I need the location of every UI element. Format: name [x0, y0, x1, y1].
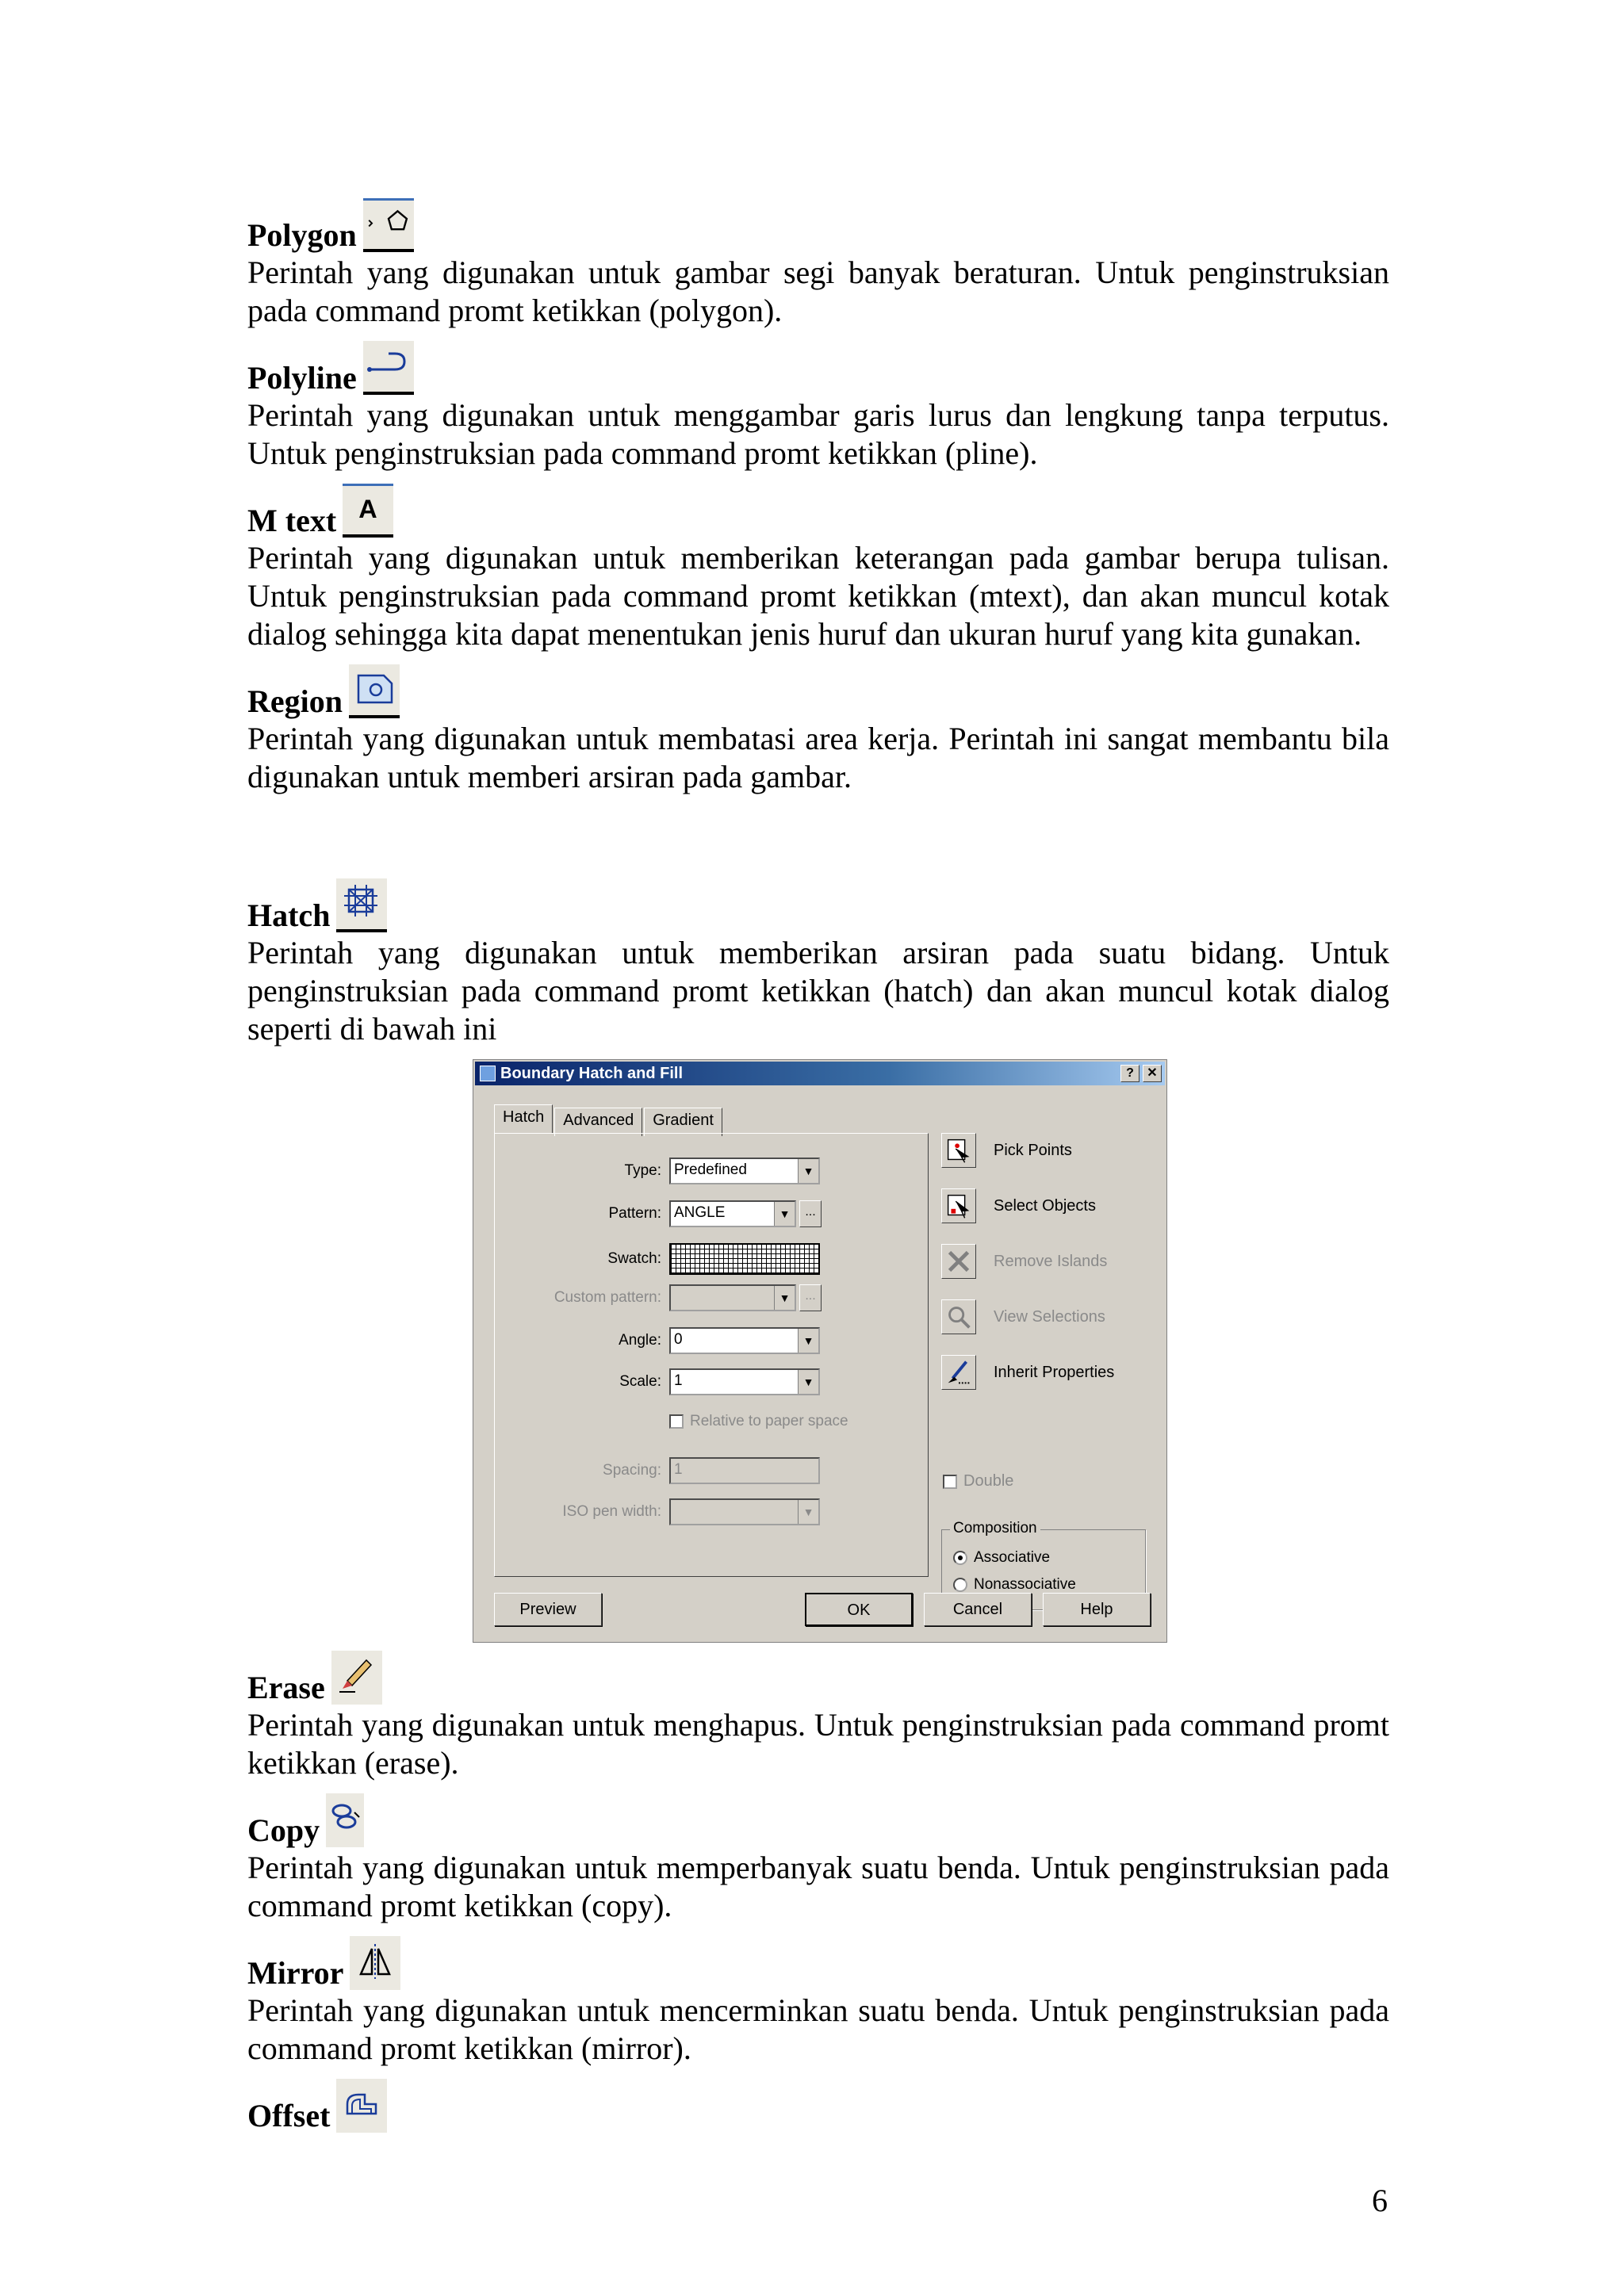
custom-browse-button[interactable]: ...	[799, 1284, 822, 1311]
dialog-titlebar	[475, 1062, 1165, 1085]
nonassociative-option[interactable]	[953, 1576, 1076, 1594]
polygon-icon	[363, 198, 414, 252]
erase-description: Perintah yang digunakan untuk menghapus. Untuk penginstruksian pada command promt ketikkan (erase).	[247, 1707, 1389, 1781]
boundary-hatch-dialog	[473, 1059, 1167, 1643]
composition-legend: Composition	[950, 1520, 1040, 1537]
chevron-down-icon: ▼	[774, 1202, 795, 1226]
hatch-title: Hatch	[247, 897, 331, 933]
ok-button[interactable]: OK	[805, 1593, 913, 1626]
angle-row	[495, 1327, 820, 1354]
relative-label: Relative to paper space	[690, 1413, 848, 1429]
angle-select[interactable]	[669, 1327, 820, 1354]
pattern-label: Pattern:	[608, 1205, 661, 1222]
chevron-down-icon: ▼	[798, 1159, 818, 1183]
chevron-down-icon: ▼	[798, 1500, 818, 1524]
mtext-title: M text	[247, 503, 337, 538]
copy-description: Perintah yang digunakan untuk memperbanyak suatu benda. Untuk penginstruksian pada command promt ketikkan (copy).	[247, 1850, 1389, 1923]
type-label: Type:	[624, 1162, 661, 1179]
pick-points-icon	[941, 1133, 976, 1168]
spacing-input[interactable]	[669, 1457, 820, 1484]
polyline-icon	[363, 341, 414, 395]
pattern-select[interactable]	[669, 1200, 796, 1227]
iso-pen-select[interactable]	[669, 1498, 820, 1525]
type-value: Predefined	[674, 1161, 747, 1178]
mtext-icon	[343, 484, 393, 538]
dialog-screenshot	[473, 1059, 1167, 1643]
tab-advanced[interactable]: Advanced	[554, 1108, 642, 1136]
brush-icon	[941, 1355, 976, 1390]
mirror-heading	[247, 1936, 1389, 1992]
mirror-icon	[350, 1936, 400, 1990]
mtext-description: Perintah yang digunakan untuk memberikan keterangan pada gambar berupa tulisan. Untuk penginstruksian pada command promt ketikkan (mtext), dan akan muncul kotak dialog sehingga kita dapat menentukan jenis huruf dan ukuran huruf yang kita gunakan.	[247, 540, 1389, 652]
erase-icon	[331, 1651, 382, 1705]
copy-title: Copy	[247, 1812, 320, 1848]
inherit-properties-button[interactable]	[941, 1355, 1114, 1390]
custom-pattern-select[interactable]	[669, 1284, 796, 1311]
chevron-down-icon: ▼	[798, 1370, 818, 1394]
copy-icon	[326, 1793, 364, 1847]
section-gap	[247, 807, 1389, 878]
chevron-down-icon: ▼	[798, 1329, 818, 1353]
double-label: Double	[963, 1472, 1014, 1490]
relative-checkbox[interactable]	[669, 1414, 684, 1429]
double-row	[943, 1472, 1013, 1490]
tab-hatch[interactable]: Hatch	[494, 1104, 553, 1133]
magnifier-icon	[941, 1299, 976, 1334]
mirror-title: Mirror	[247, 1955, 344, 1991]
region-icon	[349, 664, 400, 718]
spacing-row	[495, 1457, 820, 1484]
hatch-description: Perintah yang digunakan untuk memberikan arsiran pada suatu bidang. Untuk penginstruksian pada command promt ketikkan (hatch) dan akan muncul kotak dialog seperti di bawah ini	[247, 935, 1389, 1047]
inherit-properties-label: Inherit Properties	[994, 1363, 1115, 1381]
preview-button[interactable]: Preview	[494, 1593, 602, 1626]
custom-pattern-label: Custom pattern:	[553, 1289, 661, 1306]
view-selections-label: View Selections	[994, 1307, 1105, 1326]
polygon-description: Perintah yang digunakan untuk gambar segi banyak beraturan. Untuk penginstruksian pada command promt ketikkan (polygon).	[247, 254, 1389, 328]
scale-row	[495, 1368, 820, 1395]
relative-row	[669, 1413, 848, 1430]
cancel-button[interactable]: Cancel	[924, 1593, 1032, 1626]
pick-points-button[interactable]	[941, 1133, 1072, 1168]
swatch-label: Swatch:	[607, 1250, 661, 1267]
polyline-title: Polyline	[247, 360, 357, 396]
polyline-heading	[247, 341, 1389, 396]
associative-label: Associative	[974, 1549, 1051, 1566]
pattern-swatch[interactable]	[669, 1243, 820, 1275]
app-icon	[480, 1066, 496, 1081]
region-description: Perintah yang digunakan untuk membatasi area kerja. Perintah ini sangat membantu bila digunakan untuk memberi arsiran pada gambar.	[247, 721, 1389, 794]
double-checkbox[interactable]	[943, 1475, 957, 1489]
iso-pen-label: ISO pen width:	[562, 1503, 661, 1520]
nonassociative-radio[interactable]	[953, 1578, 967, 1592]
angle-label: Angle:	[619, 1332, 661, 1349]
close-button[interactable]: ✕	[1143, 1065, 1162, 1082]
associative-option[interactable]	[953, 1549, 1050, 1567]
remove-islands-icon	[941, 1244, 976, 1279]
page-content	[247, 198, 1389, 2134]
view-selections-button[interactable]	[941, 1299, 1105, 1334]
remove-islands-button[interactable]	[941, 1244, 1107, 1279]
pattern-value: ANGLE	[674, 1204, 726, 1221]
erase-heading	[247, 1651, 1389, 1706]
mirror-description: Perintah yang digunakan untuk mencerminkan suatu benda. Untuk penginstruksian pada command promt ketikkan (mirror).	[247, 1992, 1389, 2066]
copy-heading	[247, 1793, 1389, 1849]
select-objects-icon	[941, 1188, 976, 1223]
pick-points-label: Pick Points	[994, 1141, 1072, 1159]
scale-value: 1	[674, 1372, 683, 1389]
help-button[interactable]: Help	[1043, 1593, 1151, 1626]
page-number: 6	[1372, 2183, 1388, 2218]
type-select[interactable]	[669, 1158, 820, 1184]
pattern-row	[495, 1200, 822, 1227]
dialog-tabs	[494, 1104, 724, 1133]
erase-title: Erase	[247, 1670, 325, 1705]
custom-pattern-row	[495, 1284, 822, 1311]
hatch-tab-panel	[494, 1133, 929, 1577]
associative-radio[interactable]	[953, 1551, 967, 1565]
spacing-value: 1	[674, 1461, 683, 1478]
type-row	[495, 1158, 820, 1184]
tab-gradient[interactable]: Gradient	[644, 1108, 722, 1136]
angle-value: 0	[674, 1331, 683, 1348]
hatch-icon	[336, 878, 387, 932]
region-heading	[247, 664, 1389, 720]
swatch-row	[495, 1243, 820, 1275]
nonassociative-label: Nonassociative	[974, 1576, 1076, 1593]
region-title: Region	[247, 683, 343, 719]
polyline-description: Perintah yang digunakan untuk menggambar garis lurus dan lengkung tanpa terputus. Untuk penginstruksian pada command promt ketikkan (pline).	[247, 397, 1389, 471]
spacing-label: Spacing:	[603, 1462, 661, 1479]
remove-islands-label: Remove Islands	[994, 1252, 1108, 1270]
chevron-down-icon: ▼	[774, 1286, 795, 1310]
hatch-heading	[247, 878, 1389, 934]
iso-pen-row	[495, 1498, 820, 1525]
mtext-heading	[247, 484, 1389, 539]
scale-label: Scale:	[619, 1373, 661, 1390]
offset-title: Offset	[247, 2098, 331, 2133]
select-objects-button[interactable]	[941, 1188, 1096, 1223]
polygon-title: Polygon	[247, 217, 357, 253]
help-title-button[interactable]: ?	[1120, 1065, 1139, 1082]
polygon-heading	[247, 198, 1389, 254]
select-objects-label: Select Objects	[994, 1196, 1096, 1215]
offset-heading	[247, 2079, 1389, 2134]
dialog-title: Boundary Hatch and Fill	[500, 1064, 684, 1082]
svg-text:A: A	[358, 495, 377, 524]
scale-select[interactable]	[669, 1368, 820, 1395]
pattern-browse-button[interactable]: ...	[799, 1200, 822, 1227]
offset-icon	[336, 2079, 387, 2133]
